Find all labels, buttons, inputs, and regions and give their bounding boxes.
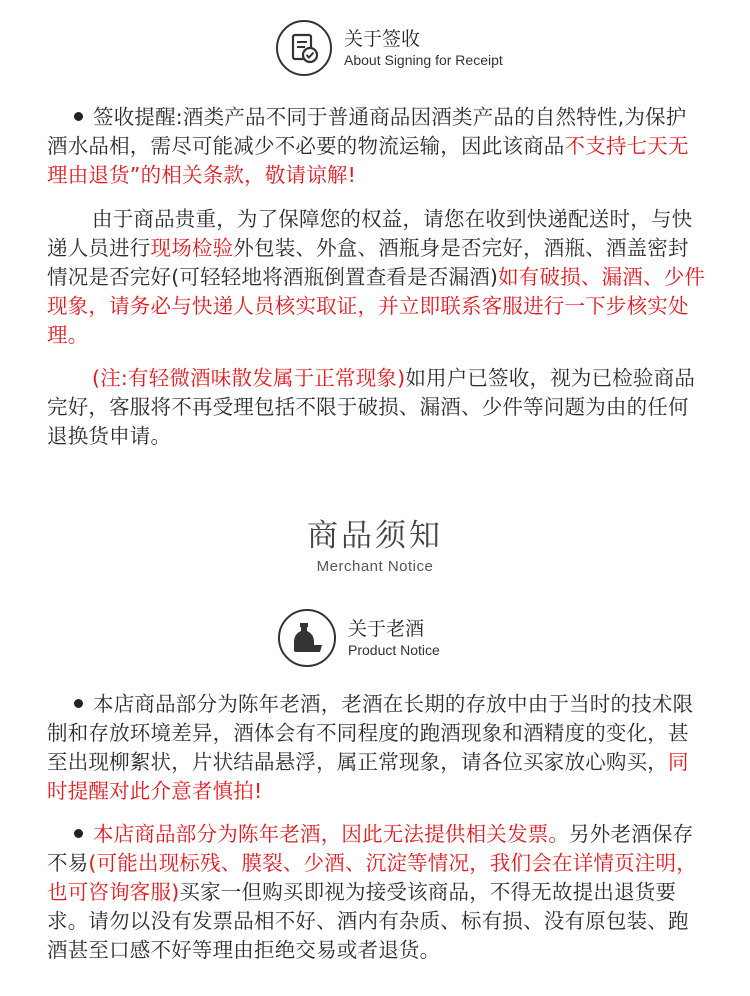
receipt-subtitle: About Signing for Receipt [344, 52, 503, 68]
product-title: 关于老酒 [348, 618, 425, 640]
receipt-paragraph-2: 由于商品贵重，为了保障您的权益，请您在收到快递配送时，与快递人员进行现场检验外包装、外盒、酒瓶身是否完好，酒瓶、酒盖密封情况是否完好(可轻轻地将酒瓶倒置查看是否漏酒)如有破损、漏酒、少件现象，请务必与快递人员核实取证，并立即联系客服进行一下步核实处理。 [47, 207, 706, 347]
document-check-icon [276, 20, 332, 76]
receipt-header [276, 20, 503, 76]
product-header [278, 609, 440, 667]
liquor-bottle-icon [278, 609, 336, 667]
product-paragraph-2: 本店商品部分为陈年老酒，因此无法提供相关发票。另外老酒保存不易(可能出现标残、膜裂、少酒、沉淀等情况，我们会在详情页注明，也可咨询客服)买家一但购买即视为接受该商品，不得无故提出退货要求。请勿以没有发票品相不好、酒内有杂质、标有损、没有原包装、跑酒甚至口感不好等理由拒绝交易或者退货。 [47, 822, 697, 962]
notice-title: 商品须知 [307, 518, 443, 554]
receipt-paragraph-3: (注:有轻微酒味散发属于正常现象)如用户已签收，视为已检验商品完好，客服将不再受理包括不限于破损、漏酒、少件等问题为由的任何退换货申请。 [47, 366, 696, 448]
product-paragraph-1: 本店商品部分为陈年老酒，老酒在长期的存放中由于当时的技术限制和存放环境差异，酒体会有不同程度的跑酒现象和酒精度的变化，甚至出现柳絮状，片状结晶悬浮，属正常现象，请各位买家放心购买，同时提醒对此介意者慎拍! [47, 692, 694, 803]
bullet-icon [74, 112, 83, 121]
receipt-title: 关于签收 [344, 28, 421, 50]
receipt-paragraph-1: 签收提醒:酒类产品不同于普通商品因酒类产品的自然特性,为保护酒水品相，需尽可能减少不必要的物流运输，因此该商品不支持七天无理由退货”的相关条款，敬请谅解! [47, 105, 689, 187]
product-subtitle: Product Notice [348, 642, 440, 658]
bullet-icon [74, 699, 83, 708]
notice-subtitle: Merchant Notice [316, 558, 434, 575]
bullet-icon [74, 829, 83, 838]
